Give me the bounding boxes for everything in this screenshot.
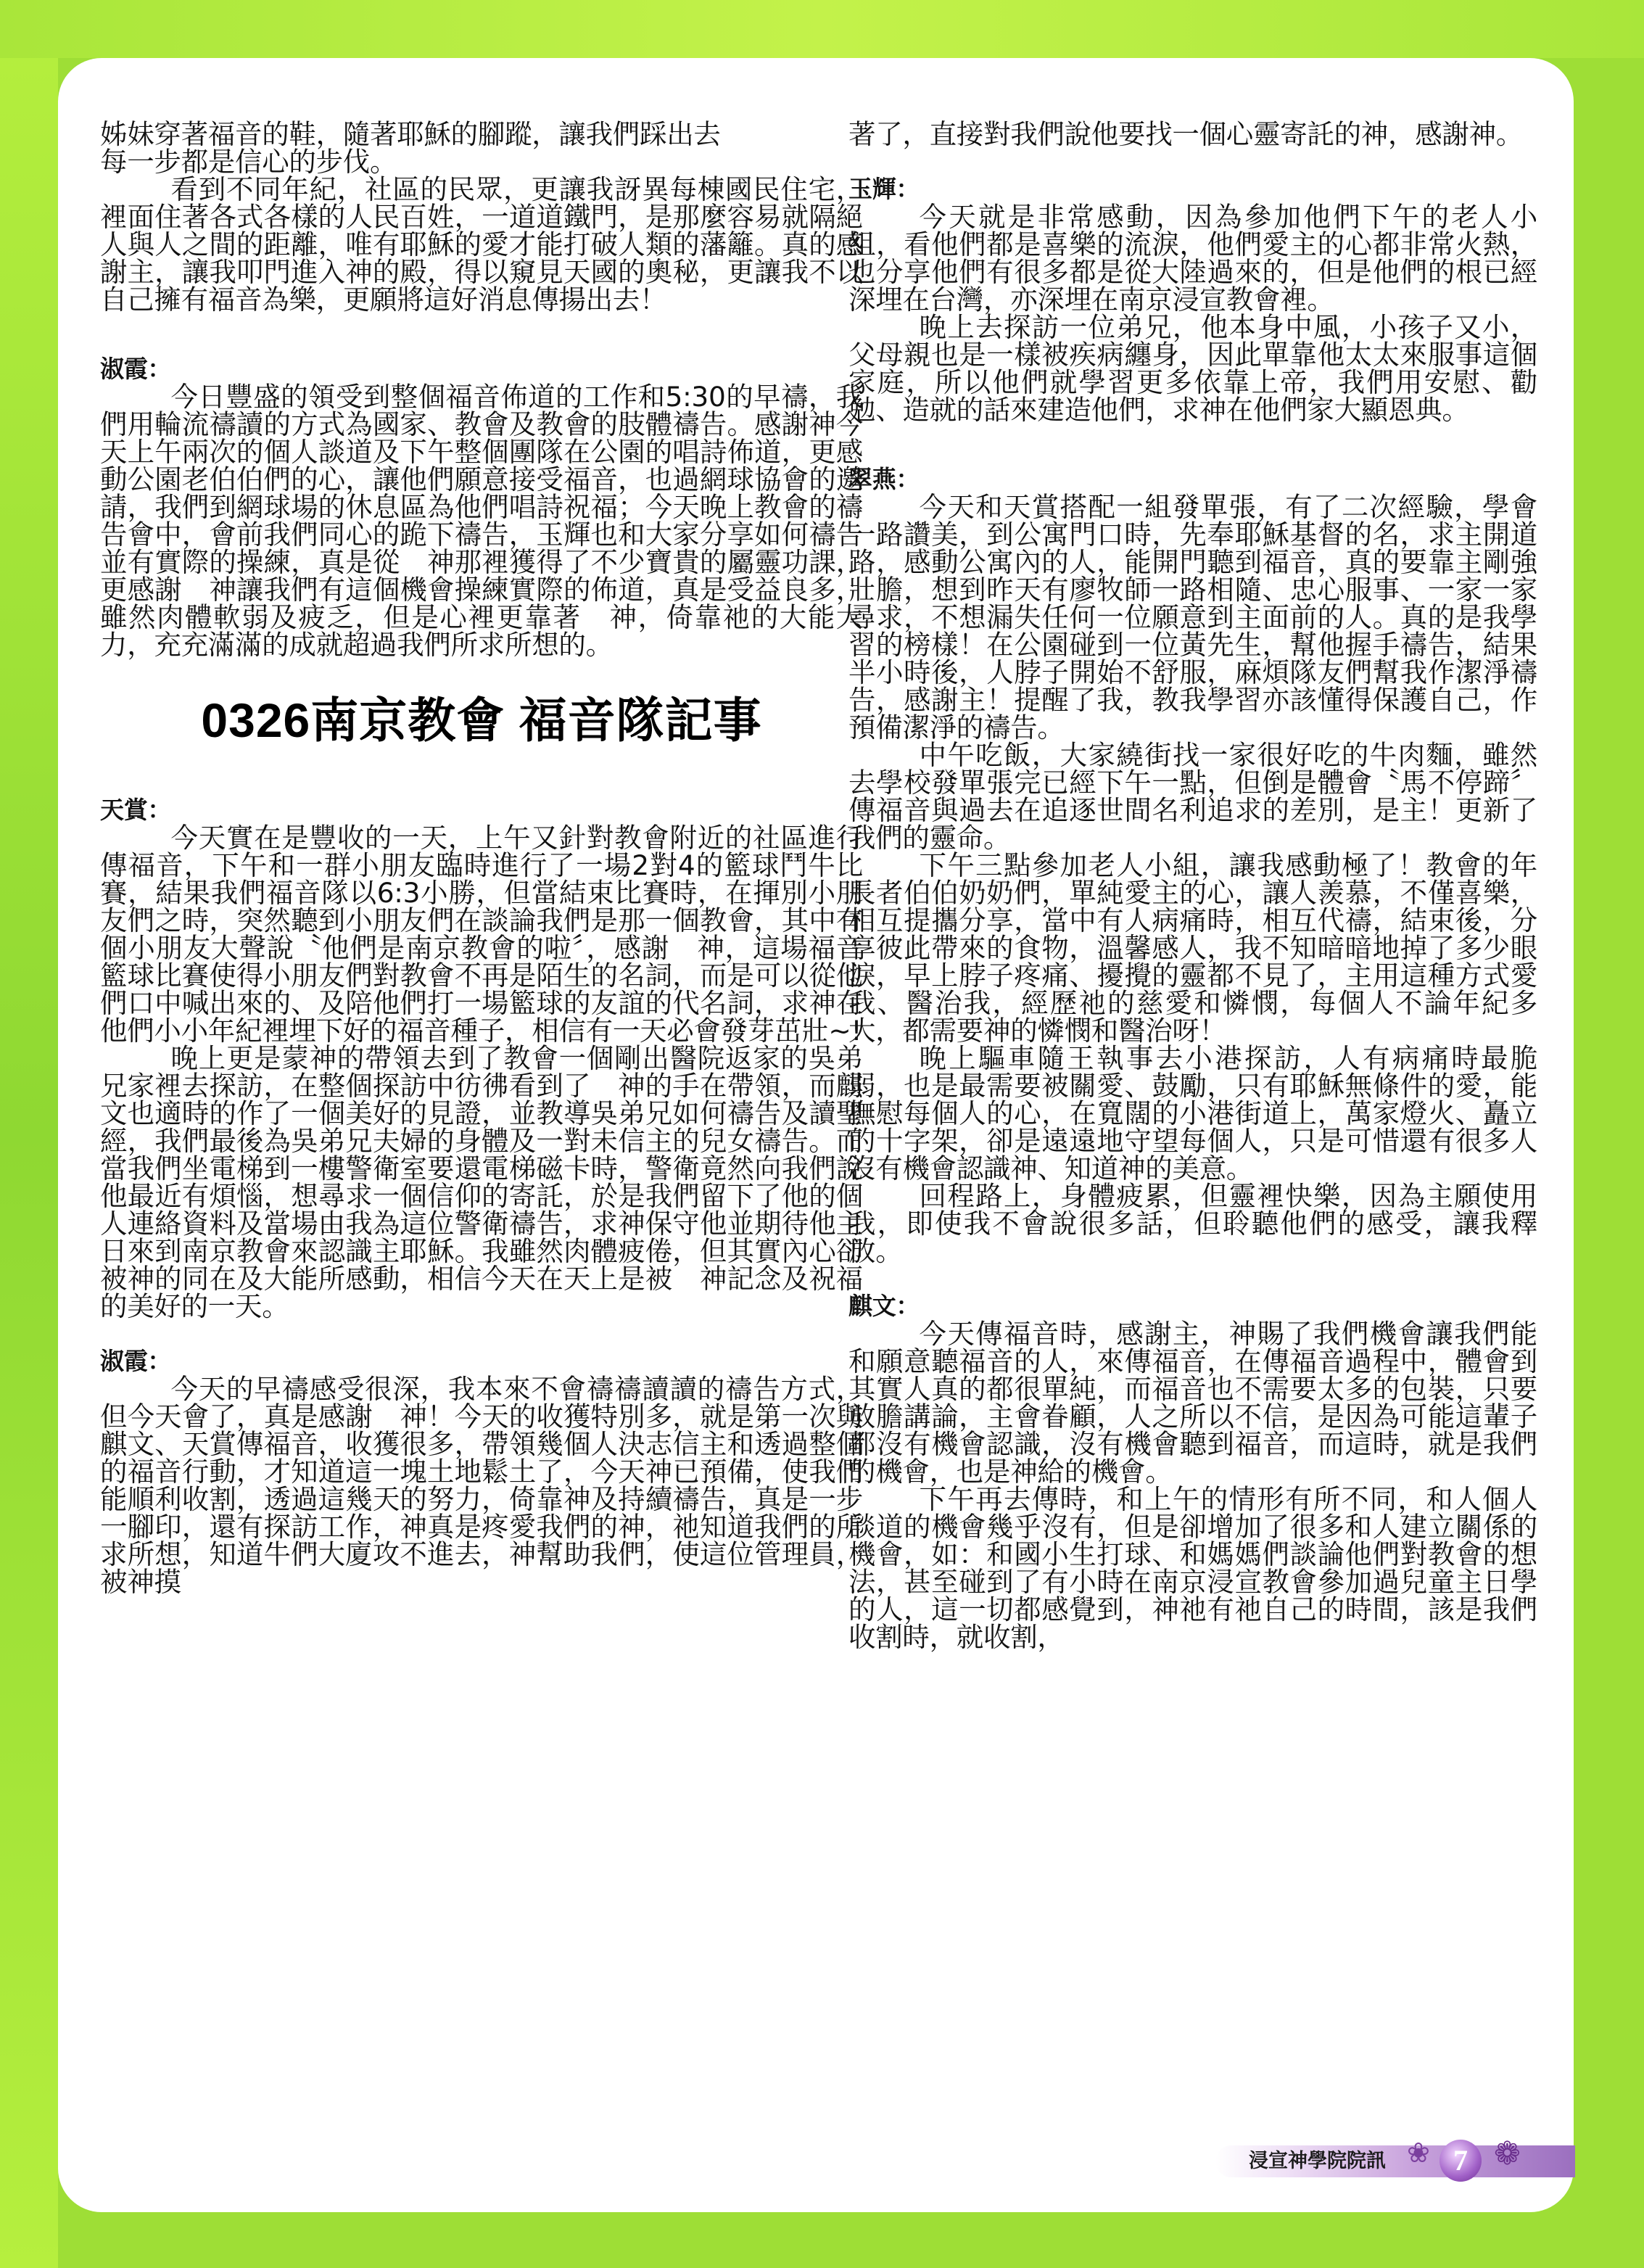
flower-ornament-icon: ❀ — [1407, 2137, 1430, 2169]
left-column — [100, 120, 863, 1596]
page-number: 7 — [1439, 2140, 1482, 2182]
cuiyan-paragraph-4: 晚上驅車隨王執事去小港探訪，人有病痛時最脆弱，也是最需要被關愛、鼓勵，只有耶穌無條件的愛，能撫慰每個人的心，在寬闊的小港街道上，萬家燈火、矗立的十字架，卻是遠遠地守望每個人，只是可惜還有很多人沒有機會認識神、知道神的美意。 — [848, 1042, 1537, 1184]
right-column — [848, 120, 1537, 1651]
continued-paragraph: 著了，直接對我們說他要找一個心靈寄託的神，感謝神。 — [848, 118, 1523, 150]
green-frame-top — [0, 0, 1644, 58]
spacer — [100, 313, 863, 341]
newsletter-page — [58, 58, 1574, 2212]
yuhui-paragraph-2: 晚上去探訪一位弟兄，他本身中風，小孩子又小，父母親也是一樣被疾病纏身，因此單靠他太太來服事這個家庭，所以他們就學習更多依靠上帝，我們用安慰、勸勉、造就的話來建造他們，求神在他們家大顯恩典。 — [848, 311, 1537, 426]
publication-name: 浸宣神學院院訊 — [1249, 2150, 1386, 2172]
author-shuxia-2: 淑霞： — [100, 1347, 172, 1375]
yuhui-paragraph-1: 今天就是非常感動，因為參加他們下午的老人小組，看他們都是喜樂的流淚，他們愛主的心都非常火熱，也分享他們有很多都是從大陸過來的，但是他們的根已經深埋在台灣，亦深埋在南京浸宣教會裡。 — [848, 201, 1537, 316]
spacer — [848, 148, 1537, 176]
section-title: 0326南京教會 福音隊記事 — [201, 693, 762, 747]
cuiyan-paragraph-2: 中午吃飯，大家繞街找一家很好吃的牛肉麵，雖然去學校發單張完已經下午一點，但倒是體會〝馬不停蹄〞傳福音與過去在追逐世間名利追求的差別，是主！更新了我們的靈命。 — [848, 739, 1537, 854]
cuiyan-paragraph-1: 今天和天賞搭配一組發單張，有了二次經驗，學會一路讚美，到公寓門口時，先奉耶穌基督的名，求主開道路，感動公寓內的人，能開門聽到福音，真的要靠主剛強壯膽，想到昨天有廖牧師一路相隨、忠心服事、一家一家尋求，不想漏失任何一位願意到主面前的人。真的是我學習的榜樣！在公園碰到一位黃先生，幫他握手禱告，結果半小時後，人脖子開始不舒服，麻煩隊友們幫我作潔淨禱告，感謝主！提醒了我，教我學習亦該懂得保護自己，作預備潔淨的禱告。 — [848, 491, 1537, 743]
tianshang-paragraph-2: 晚上更是蒙神的帶領去到了教會一個剛出醫院返家的吳弟兄家裡去探訪，在整個探訪中彷彿看到了 神的手在帶領，而麒文也適時的作了一個美好的見證，並教導吳弟兄如何禱告及讀聖經，我們最後為吳弟兄夫婦的身體及一對未信主的兒女禱告。而當我們坐電梯到一樓警衛室要還電梯磁卡時，警衛竟然向我們說他最近有煩惱，想尋求一個信仰的寄託，於是我們留下了他的個人連絡資料及當場由我為這位警衛禱告，求神保守他並期待他主日來到南京教會來認識主耶穌。我雖然肉體疲倦，但其實內心卻被神的同在及大能所感動，相信今天在天上是被 神記念及祝福的美好的一天。 — [100, 1042, 863, 1322]
green-frame-left — [0, 0, 58, 2268]
qiwen-paragraph-2: 下午再去傳時，和上午的情形有所不同，和人個人談道的機會幾乎沒有，但是卻增加了很多和人建立關係的機會，如：和國小生打球、和媽媽們談論他們對教會的想法，甚至碰到了有小時在南京浸宣教會參加過兒童主日學的人，這一切都感覺到，神祂有祂自己的時間，該是我們收割時，就收割， — [848, 1483, 1537, 1653]
cuiyan-paragraph-5: 回程路上，身體疲累，但靈裡快樂，因為主願使用我，即使我不會說很多話，但聆聽他們的感受，讓我釋放。 — [848, 1180, 1537, 1267]
spacer — [100, 1320, 863, 1348]
spacer — [100, 341, 863, 355]
cuiyan-paragraph-3: 下午三點參加老人小組，讓我感動極了！教會的年長者伯伯奶奶們，單純愛主的心，讓人羨慕，不僅喜樂，相互提攜分享，當中有人病痛時，相互代禱，結束後，分享彼此帶來的食物，溫馨感人，我不知暗暗地掉了多少眼淚，早上脖子疼痛、擾攪的靈都不見了，主用這種方式愛我、醫治我，經歷祂的慈愛和憐憫，每個人不論年紀多大，都需要神的憐憫和醫治呀！ — [848, 849, 1537, 1047]
intro-line-1: 姊妹穿著福音的鞋，隨著耶穌的腳蹤，讓我們踩出去 — [100, 118, 721, 150]
intro-line-2: 每一步都是信心的步伐。 — [100, 146, 397, 178]
shuxia-2-paragraph: 今天的早禱感受很深，我本來不會禱禱讀讀的禱告方式，但今天會了，真是感謝 神！今天的收獲特別多，就是第一次與麒文、天賞傳福音，收獲很多，帶領幾個人決志信主和透過整個的福音行動，才知道這一塊土地鬆土了，今天神已預備，使我們能順利收割，透過這幾天的努力，倚靠神及持續禱告，真是一步一腳印，還有探訪工作，神真是疼愛我們的神，祂知道我們的所求所想，知道牛們大廈攻不進去，神幫助我們，使這位管理員，被神摸 — [100, 1373, 863, 1598]
flower-ornament-icon: ❁ — [1494, 2135, 1521, 2172]
author-qiwen: 麒文： — [848, 1292, 920, 1320]
shuxia-1-paragraph: 今日豐盛的領受到整個福音佈道的工作和5:30的早禱，我們用輪流禱讀的方式為國家、教會及教會的肢體禱告。感謝神今天上午兩次的個人談道及下午整個團隊在公園的唱詩佈道，更感動公園老伯伯們的心，讓他們願意接受福音，也過網球協會的邀請，我們到網球場的休息區為他們唱詩祝福；今天晚上教會的禱告會中，會前我們同心的跪下禱告，玉輝也和大家分享如何禱告並有實際的操練，真是從 神那裡獲得了不少寶貴的屬靈功課，更感謝 神讓我們有這個機會操練實際的佈道，真是受益良多，雖然肉體軟弱及疲乏，但是心裡更靠著 神，倚靠祂的大能大力，充充滿滿的成就超過我們所求所想的。 — [100, 381, 863, 661]
author-cuiyan: 翠燕： — [848, 465, 920, 493]
spacer — [848, 1265, 1537, 1292]
spacer — [848, 451, 1537, 466]
spacer — [848, 424, 1537, 451]
author-yuhui: 玉輝： — [848, 175, 920, 203]
author-shuxia-1: 淑霞： — [100, 355, 172, 383]
author-tianshang: 天賞： — [100, 796, 172, 824]
intro-paragraph-2: 看到不同年紀，社區的民眾，更讓我訝異每棟國民住宅，裡面住著各式各樣的人民百姓，一道道鐵門，是那麼容易就隔絕人與人之間的距離，唯有耶穌的愛才能打破人類的藩籬。真的感謝主，讓我叩門進入神的殿，得以窺見天國的奧秘，更讓我不以自己擁有福音為樂，更願將這好消息傳揚出去！ — [100, 173, 863, 316]
tianshang-paragraph-1: 今天實在是豐收的一天，上午又針對教會附近的社區進行傳福音，下午和一群小朋友臨時進行了一場2對4的籃球鬥牛比賽，結果我們福音隊以6:3小勝，但當結束比賽時，在揮別小朋友們之時，突然聽到小朋友們在談論我們是那一個教會，其中有個小朋友大聲說〝他們是南京教會的啦〞，感謝 神，這場福音籃球比賽使得小朋友們對教會不再是陌生的名詞，而是可以從他們口中喊出來的、及陪他們打一場籃球的友誼的代名詞，求神在他們小小年紀裡埋下好的福音種子，相信有一天必會發芽茁壯~! — [100, 822, 863, 1047]
qiwen-paragraph-1: 今天傳福音時，感謝主，神賜了我們機會讓我們能和願意聽福音的人，來傳福音，在傳福音過程中，體會到其實人真的都很單純，而福音也不需要太多的包裝，只要放膽講論，主會眷顧，人之所以不信，是因為可能這輩子都沒有機會認識，沒有機會聽到福音，而這時，就是我們的機會，也是神給的機會。 — [848, 1318, 1537, 1488]
